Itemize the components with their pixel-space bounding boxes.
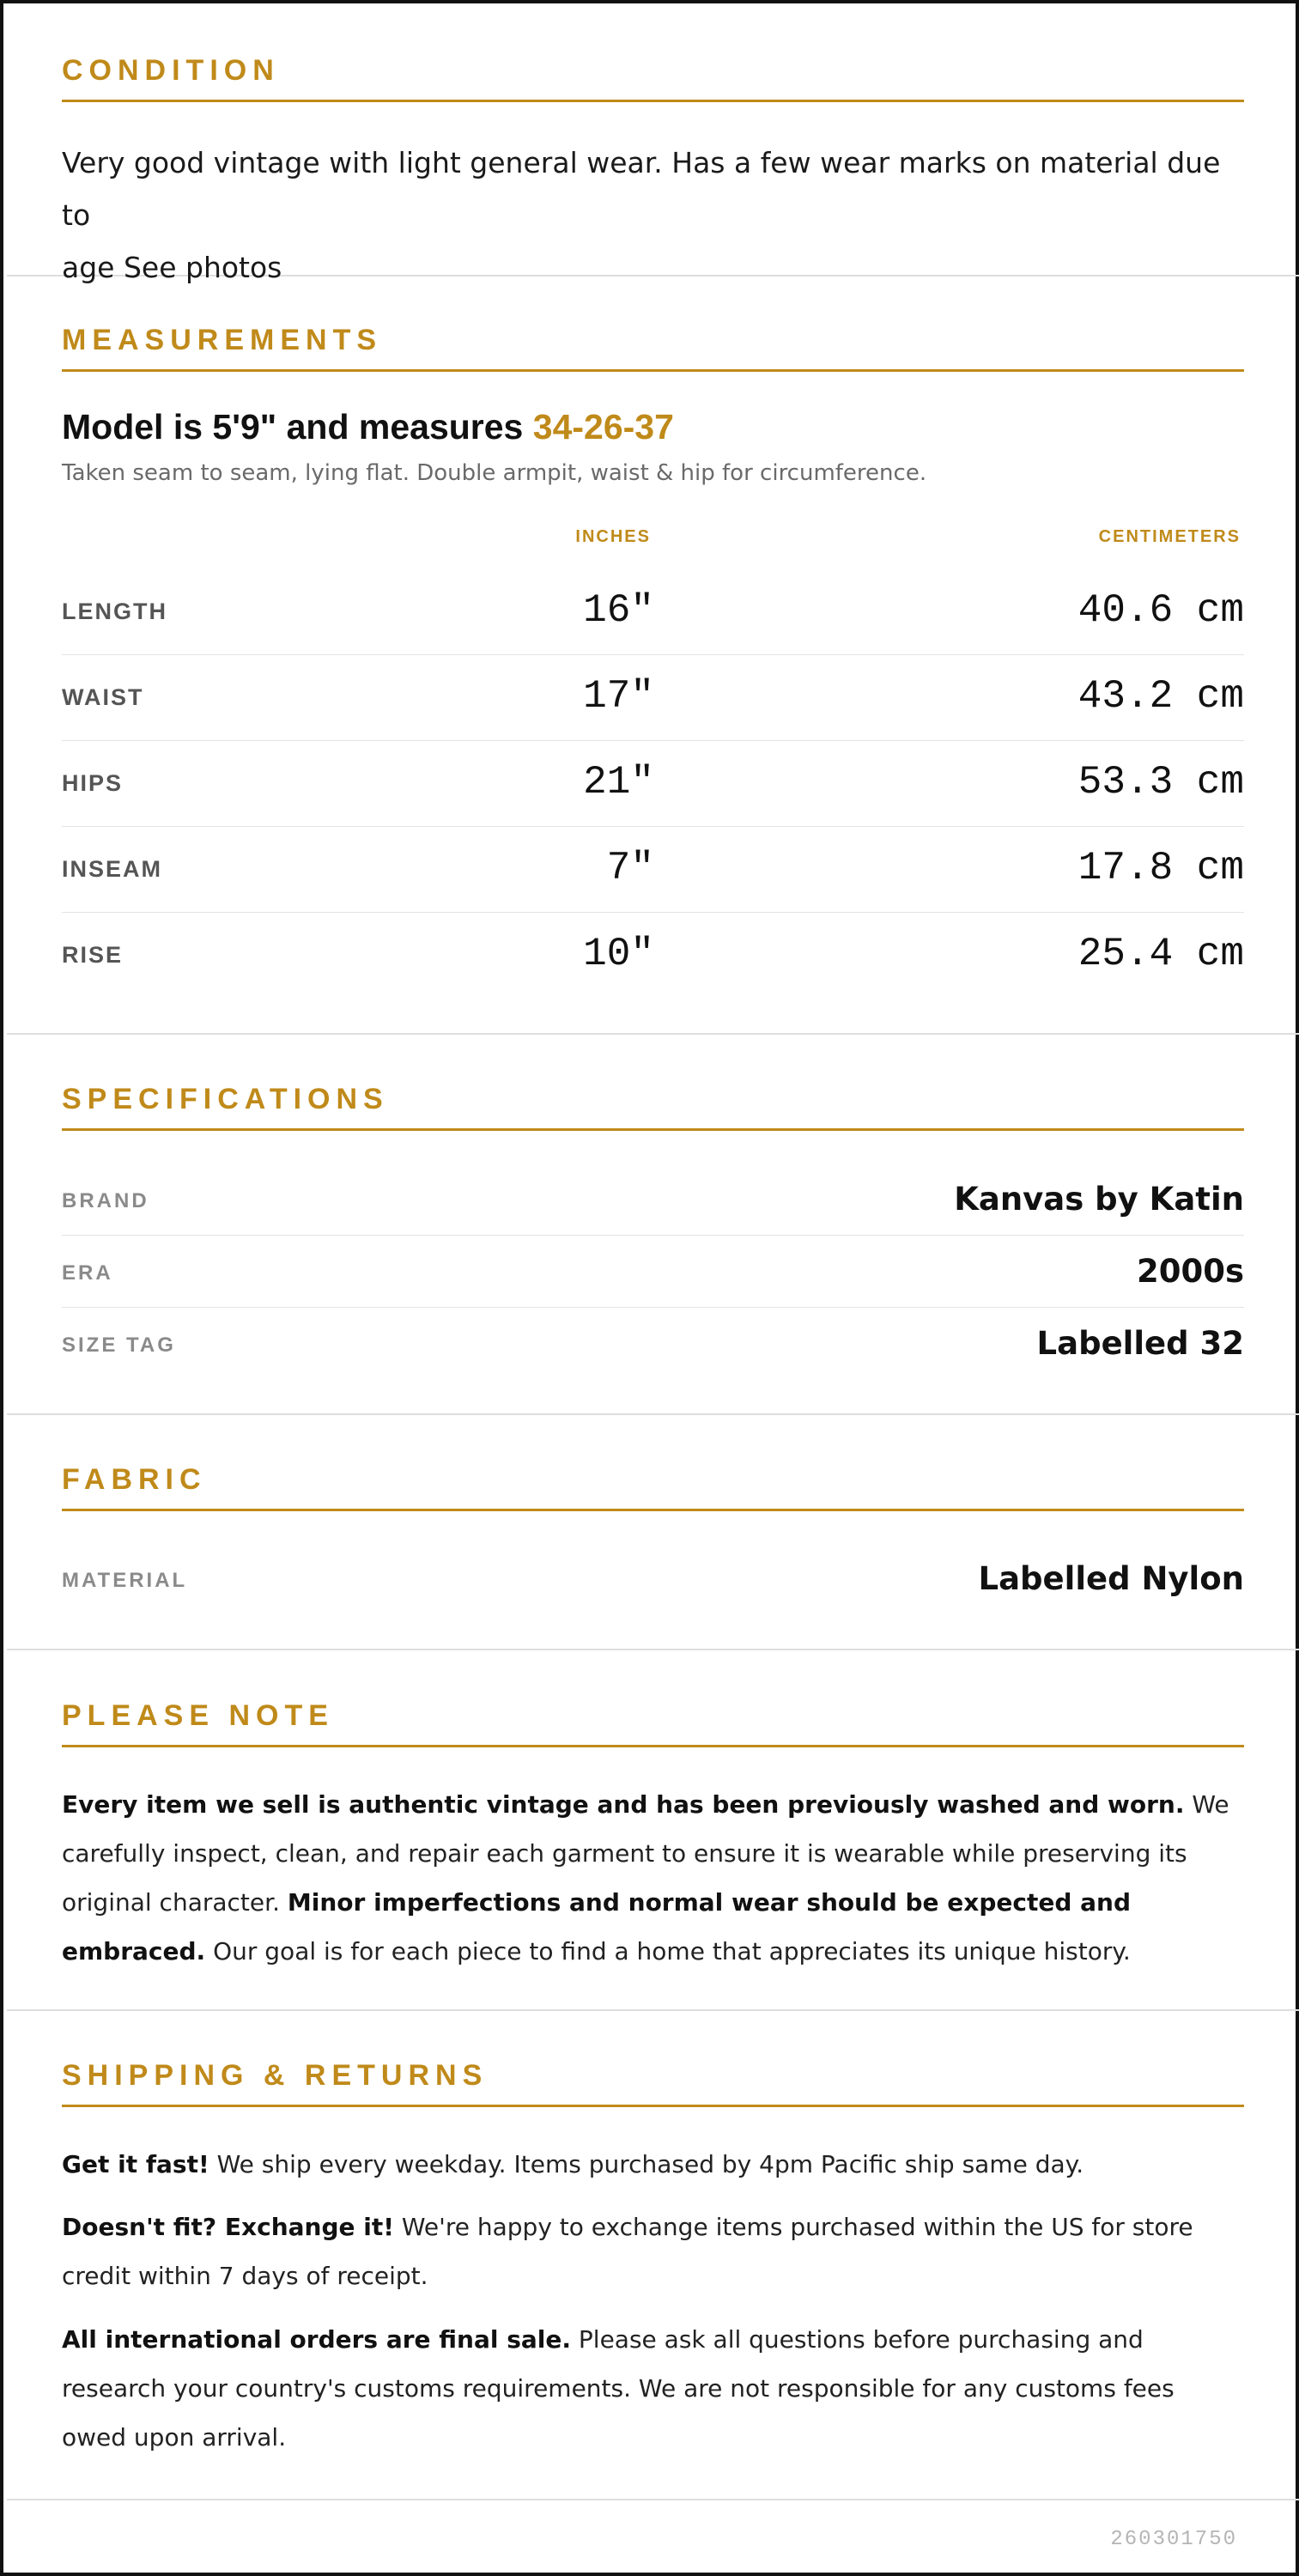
measurement-cm: 40.6 cm	[1077, 588, 1244, 633]
measurement-cm: 43.2 cm	[1077, 674, 1244, 719]
measurement-label: RISE	[62, 942, 124, 968]
shipping-p1-text: We ship every weekday. Items purchased by 4pm Pacific ship same day.	[209, 2150, 1084, 2178]
measurement-row	[62, 913, 1244, 999]
fabric-value: Labelled Nylon	[978, 1560, 1244, 1597]
measurement-label: HIPS	[62, 770, 124, 796]
please-note-section	[7, 1650, 1299, 2011]
measurement-label: INSEAM	[62, 856, 163, 882]
please-note-text-2: Our goal is for each piece to find a home that appreciates its unique history.	[205, 1937, 1131, 1965]
shipping-p2-bold: Doesn't fit? Exchange it!	[62, 2213, 394, 2241]
condition-text-line2: age See photos	[62, 251, 282, 284]
spec-label: BRAND	[62, 1189, 149, 1212]
spec-label: SIZE TAG	[62, 1334, 176, 1357]
specifications-heading: SPECIFICATIONS	[62, 1080, 1244, 1131]
measurement-inches: 10"	[583, 932, 654, 976]
measurement-label: WAIST	[62, 684, 144, 710]
measurement-inches: 7"	[606, 846, 654, 890]
measurements-heading: MEASUREMENTS	[62, 321, 1244, 372]
spec-value: Kanvas by Katin	[954, 1181, 1244, 1218]
shipping-p3-text: Please ask all questions before purchasing and research your country's customs requirements. We are not responsible for any customs fees owed upon arrival.	[62, 2325, 1175, 2451]
measurement-cm: 25.4 cm	[1077, 932, 1244, 976]
fabric-section	[7, 1415, 1299, 1650]
please-note-text	[62, 1780, 1244, 1976]
please-note-bold-1: Every item we sell is authentic vintage and has been previously washed and worn.	[62, 1790, 1185, 1819]
please-note-bold-2: Minor imperfections and normal wear should be expected and embraced.	[62, 1888, 1131, 1965]
condition-heading: CONDITION	[62, 52, 1244, 102]
spec-row	[62, 1236, 1244, 1308]
shipping-paragraph-3	[62, 2315, 1244, 2462]
shipping-heading: SHIPPING & RETURNS	[62, 2057, 1244, 2107]
specifications-section	[7, 1035, 1299, 1415]
measurement-cm: 53.3 cm	[1077, 760, 1244, 805]
model-measurements	[62, 407, 1244, 447]
shipping-p1-bold: Get it fast!	[62, 2150, 209, 2178]
spec-value: Labelled 32	[1036, 1325, 1244, 1362]
measurement-row	[62, 569, 1244, 655]
fabric-label: MATERIAL	[62, 1569, 188, 1592]
inches-column-header: INCHES	[575, 527, 651, 546]
spec-row	[62, 1163, 1244, 1236]
shipping-paragraph-1	[62, 2140, 1244, 2189]
measurements-section	[7, 276, 1299, 1035]
measurement-note: Taken seam to seam, lying flat. Double armpit, waist & hip for circumference.	[62, 460, 927, 486]
model-measures: 34-26-37	[532, 407, 674, 447]
model-description: Model is 5'9" and measures	[62, 407, 524, 447]
measurement-cm: 17.8 cm	[1077, 846, 1244, 890]
measurement-inches: 16"	[583, 588, 654, 633]
measurement-inches: 17"	[583, 674, 654, 719]
condition-text-line1: Very good vintage with light general wear. Has a few wear marks on material due to	[62, 146, 1221, 232]
product-code: 260301750	[1110, 2528, 1237, 2551]
spec-label: ERA	[62, 1261, 113, 1285]
spec-value: 2000s	[1136, 1253, 1244, 1290]
measurement-row	[62, 741, 1244, 827]
shipping-section	[7, 2011, 1299, 2500]
fabric-row	[62, 1543, 1244, 1615]
condition-section	[7, 3, 1299, 284]
shipping-p2-text: We're happy to exchange items purchased within the US for store credit within 7 days of receipt.	[62, 2213, 1193, 2290]
centimeters-column-header: CENTIMETERS	[1098, 527, 1241, 546]
measurement-inches: 21"	[583, 760, 654, 805]
measurement-row	[62, 655, 1244, 741]
shipping-paragraph-2	[62, 2202, 1244, 2300]
measurement-row	[62, 827, 1244, 913]
spec-row	[62, 1308, 1244, 1380]
please-note-text-1: We carefully inspect, clean, and repair each garment to ensure it is wearable while preserving its original character.	[62, 1790, 1229, 1917]
measurement-label: LENGTH	[62, 598, 167, 624]
fabric-heading: FABRIC	[62, 1461, 1244, 1511]
shipping-p3-bold: All international orders are final sale.	[62, 2325, 572, 2354]
please-note-heading: PLEASE NOTE	[62, 1697, 1244, 1747]
condition-text	[62, 137, 1244, 294]
